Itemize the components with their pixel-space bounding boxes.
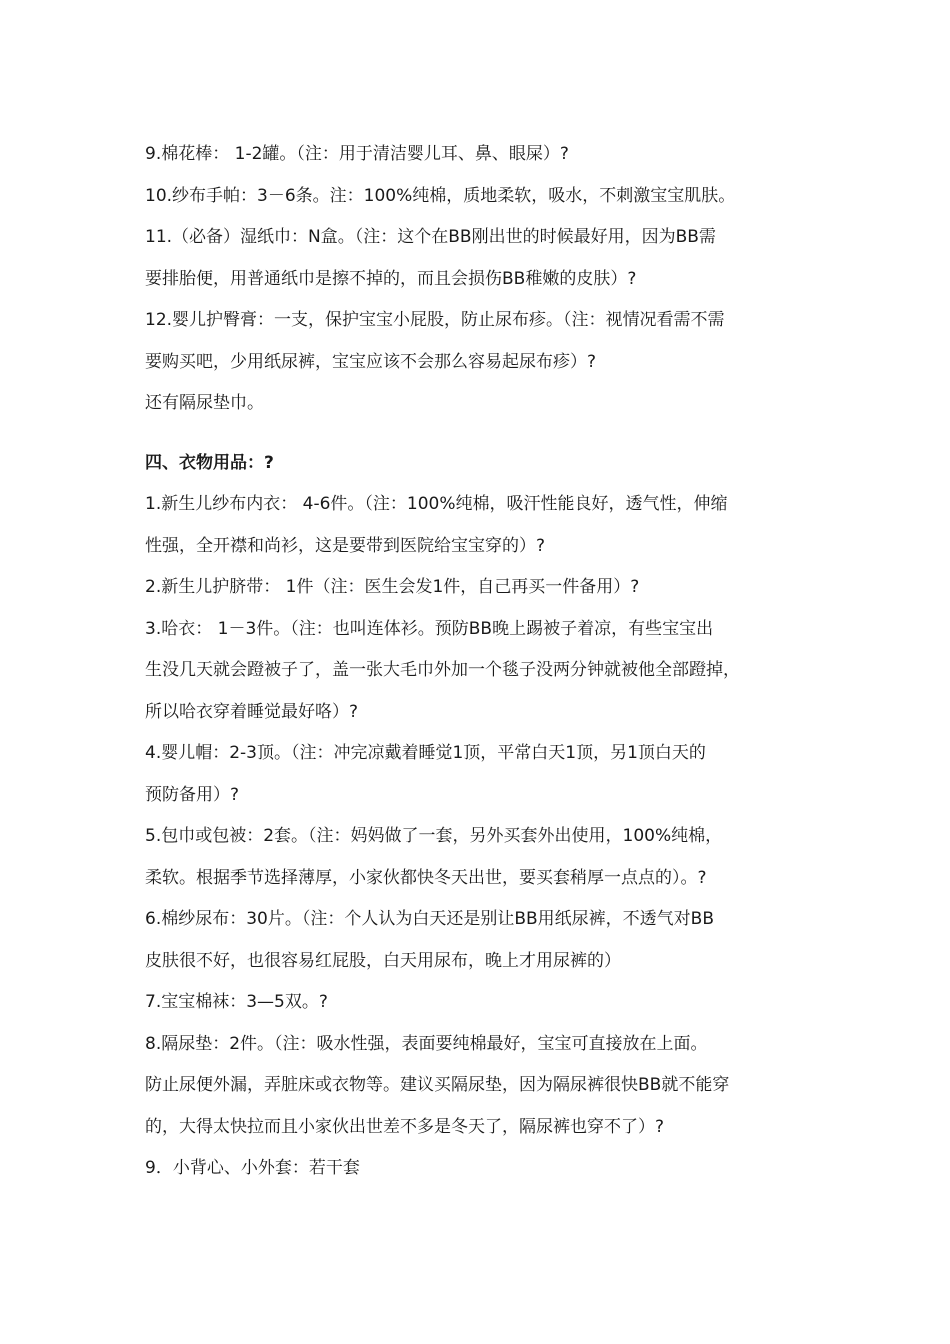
text-line: 6.棉纱尿布：30片。（注：个人认为白天还是别让BB用纸尿裤，不透气对BB <box>145 909 715 929</box>
text-line: 要排胎便，用普通纸巾是擦不掉的，而且会损伤BB稚嫩的皮肤）? <box>145 268 637 289</box>
text-line: 8.隔尿垫：2件。（注：吸水性强，表面要纯棉最好，宝宝可直接放在上面。 <box>145 1033 708 1054</box>
text-line: 9.棉花棒： 1-2罐。（注：用于清洁婴儿耳、鼻、眼屎）? <box>145 144 569 164</box>
text-line: 10.纱布手帕：3－6条。注：100%纯棉，质地柔软，吸水，不刺激宝宝肌肤。 <box>145 185 736 206</box>
text-line: 防止尿便外漏，弄脏床或衣物等。建议买隔尿垫，因为隔尿裤很快BB就不能穿 <box>145 1075 730 1095</box>
text-line: 生没几天就会蹬被子了，盖一张大毛巾外加一个毯子没两分钟就被他全部蹬掉， <box>145 660 740 680</box>
text-line: 所以哈衣穿着睡觉最好咯）? <box>145 701 359 722</box>
text-line: 3.哈衣： 1－3件。（注：也叫连体衫。预防BB晚上踢被子着凉，有些宝宝出 <box>145 618 714 639</box>
section-heading: 四、衣物用品：? <box>145 452 274 473</box>
text-line: 皮肤很不好，也很容易红屁股，白天用尿布，晚上才用尿裤的） <box>145 950 621 971</box>
text-line: 9．小背心、小外套：若干套 <box>145 1158 360 1178</box>
paragraph-gap <box>145 431 810 449</box>
text-line: 2.新生儿护脐带： 1件（注：医生会发1件，自己再买一件备用）? <box>145 577 640 597</box>
text-line: 的，大得太快拉而且小家伙出世差不多是冬天了，隔尿裤也穿不了）? <box>145 1116 665 1137</box>
text-line: 12.婴儿护臀膏：一支，保护宝宝小屁股，防止尿布疹。（注：视情况看需不需 <box>145 310 725 330</box>
text-line: 性强，全开襟和尚衫，这是要带到医院给宝宝穿的）? <box>145 535 546 556</box>
document-body <box>145 140 810 1196</box>
text-line: 柔软。根据季节选择薄厚，小家伙都快冬天出世，要买套稍厚一点点的）。? <box>145 867 707 888</box>
text-line: 4.婴儿帽：2-3顶。（注：冲完凉戴着睡觉1顶，平常白天1顶，另1顶白天的 <box>145 743 706 763</box>
text-line: 要购买吧，少用纸尿裤，宝宝应该不会那么容易起尿布疹）? <box>145 351 597 372</box>
text-line: 还有隔尿垫巾。 <box>145 393 264 413</box>
text-line: 5.包巾或包被：2套。（注：妈妈做了一套，另外买套外出使用，100%纯棉， <box>145 826 723 846</box>
text-line: 11.（必备）湿纸巾：N盒。（注：这个在BB刚出世的时候最好用，因为BB需 <box>145 227 716 247</box>
text-line: 1.新生儿纱布内衣： 4-6件。（注：100%纯棉，吸汗性能良好，透气性，伸缩 <box>145 494 728 514</box>
text-line: 7.宝宝棉袜：3—5双。? <box>145 992 328 1012</box>
text-line: 预防备用）? <box>145 784 240 805</box>
